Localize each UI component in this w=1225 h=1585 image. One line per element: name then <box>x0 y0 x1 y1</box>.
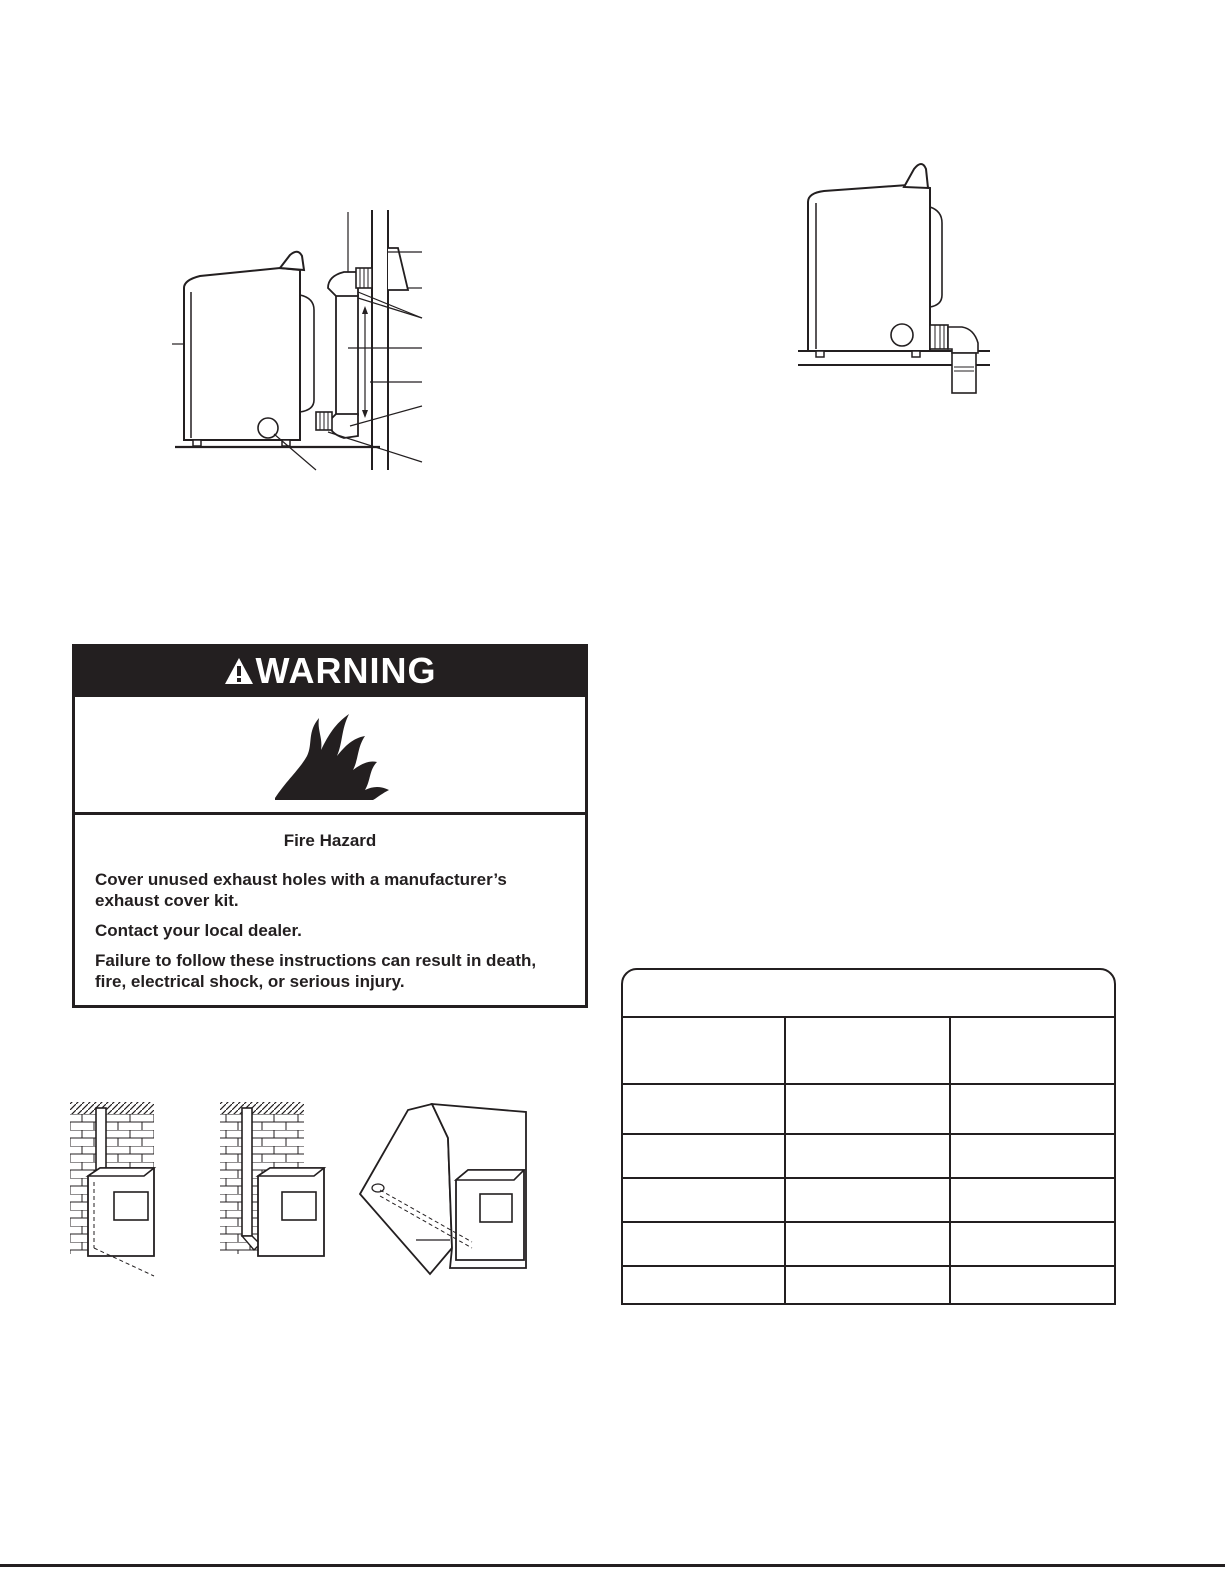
periscope-vent-diagram <box>160 200 450 480</box>
bottom-vent-diagram <box>790 155 1000 400</box>
alert-triangle-icon <box>224 657 254 685</box>
warning-consequence: Failure to follow these instructions can result in death, fire, electrical shock, or serious injury. <box>95 951 537 991</box>
installation-examples-diagram <box>70 1098 540 1278</box>
table-row-rule <box>621 1265 1116 1267</box>
fire-hazard-warning <box>72 644 588 1008</box>
table-column-rule <box>784 1017 786 1305</box>
table-column-rule <box>949 1017 951 1305</box>
hazard-title: Fire Hazard <box>283 831 377 850</box>
table-row-rule <box>621 1177 1116 1179</box>
vent-length-table <box>621 968 1116 1305</box>
table-row-rule <box>621 1083 1116 1085</box>
warning-instruction: Cover unused exhaust holes with a manufacturer’s exhaust cover kit. <box>95 870 507 910</box>
warning-body <box>75 815 585 992</box>
fire-hazard-icon <box>273 710 393 800</box>
table-row-rule <box>621 1221 1116 1223</box>
warning-header <box>75 647 585 694</box>
table-title-rule <box>621 1016 1116 1018</box>
signal-word: WARNING <box>255 649 437 691</box>
table-frame <box>621 968 1116 1305</box>
table-row-rule <box>621 1133 1116 1135</box>
warning-contact-dealer: Contact your local dealer. <box>95 921 302 940</box>
footer-rule <box>0 1564 1225 1567</box>
hazard-symbol-panel <box>75 694 585 815</box>
